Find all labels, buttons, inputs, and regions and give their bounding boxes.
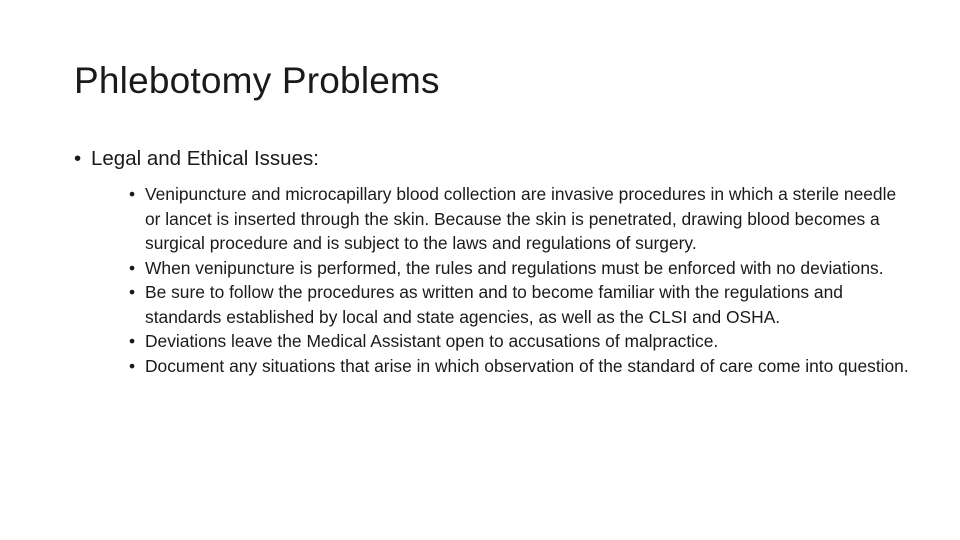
sub-bullet-text: Deviations leave the Medical Assistant open to accusations of malpractice. [145,331,719,351]
bullet-icon: • [129,257,136,278]
bullet-icon: • [74,147,82,170]
bullet-icon: • [129,355,136,376]
sub-bullet-item [129,329,911,354]
sub-bullet-text: Venipuncture and microcapillary blood collection are invasive procedures in which a sterile needle or lancet is inserted through the skin. Because the skin is penetrated, drawing blood becomes a surgical procedure and is subject to the laws and regulations of surgery. [145,184,897,253]
bullet-icon: • [129,282,136,302]
sub-bullet-item [129,182,911,256]
main-bullet-text: Legal and Ethical Issues: [91,147,319,170]
bullet-icon: • [129,184,136,204]
sub-bullet-text: When venipuncture is performed, the rules and regulations must be enforced with no deviations. [145,257,884,278]
sub-bullet-text: Document any situations that arise in which observation of the standard of care come into question. [145,355,909,376]
sub-bullet-text: Be sure to follow the procedures as written and to become familiar with the regulations and standards established by local and state agencies, as well as the CLSI and OSHA. [145,282,843,327]
sub-bullet-item [129,280,911,329]
sub-bullet-item [129,354,911,379]
slide-title: Phlebotomy Problems [74,60,440,101]
main-bullet-item [74,144,909,378]
bullet-icon: • [129,331,136,351]
sub-bullet-list [129,182,911,378]
bullet-list [74,144,909,378]
sub-bullet-item [129,256,911,281]
